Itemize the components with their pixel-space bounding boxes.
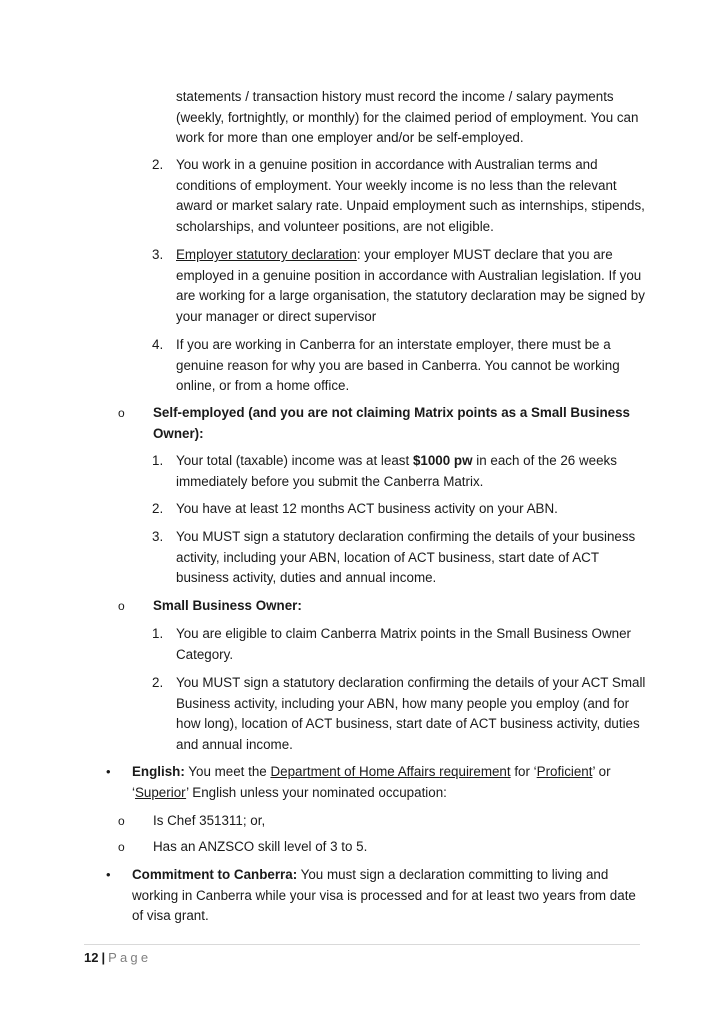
item-number: 1. [152, 626, 164, 641]
item-text: You have at least 12 months ACT business activity on your ABN. [176, 501, 558, 516]
item-number: 4. [152, 337, 164, 352]
commitment-label: Commitment to Canberra: [132, 867, 298, 882]
item-text: Has an ANZSCO skill level of 3 to 5. [153, 839, 368, 854]
proficient-link[interactable]: Proficient [536, 764, 593, 779]
item-number: 2. [152, 501, 164, 516]
item-text: Is Chef 351311; or, [153, 813, 266, 828]
item-text: You work in a genuine position in accordance with Australian terms and conditions of employment. Your weekly income is no less than the relevant award or market salary rate. Unpaid employment such as internships, stipends, scholarships, and volunteer positions, are not eligible. [176, 157, 645, 234]
heading-text: Small Business Owner: [153, 598, 302, 613]
item-number: 1. [152, 453, 164, 468]
item-text: Your total (taxable) income was at least $1000 pw in each of the 26 weeks immediately before you submit the Canberra Matrix. [176, 453, 617, 489]
bullet-icon: • [106, 764, 111, 779]
footer-divider [84, 944, 640, 945]
heading-text: Self-employed (and you are not claiming Matrix points as a Small Business Owner): [153, 405, 630, 441]
home-affairs-requirement-link[interactable]: Department of Home Affairs requirement [270, 764, 511, 779]
item-text: You MUST sign a statutory declaration confirming the details of your business activity, including your ABN, location of ACT business, start date of ACT business activity, duties and annual income. [176, 529, 636, 585]
item-number: 2. [152, 675, 164, 690]
page-footer [84, 948, 151, 969]
superior-link[interactable]: Superior [134, 784, 187, 800]
commitment-text: Commitment to Canberra: You must sign a declaration committing to living and working in Canberra while your visa is processed and for at least two years from date of visa grant. [132, 867, 636, 923]
bullet-icon: • [106, 867, 111, 882]
item-text: You are eligible to claim Canberra Matrix points in the Small Business Owner Category. [176, 626, 631, 662]
item-text: If you are working in Canberra for an interstate employer, there must be a genuine reason for why you are based in Canberra. You cannot be working online, or from a home office. [176, 337, 620, 393]
english-text: English: You meet the Department of Home Affairs requirement for ‘Proficient’ or ‘Superior’ English unless your nominated occupation: [132, 764, 611, 800]
page-label: Page [108, 950, 152, 965]
circle-bullet-icon: o [118, 840, 125, 854]
circle-bullet-icon: o [118, 599, 125, 613]
circle-bullet-icon: o [118, 814, 125, 828]
circle-bullet-icon: o [118, 406, 125, 420]
item-number: 2. [152, 157, 164, 172]
footer-separator: | [101, 950, 106, 965]
employer-statutory-declaration-link[interactable]: Employer statutory declaration [176, 247, 357, 262]
item-number: 3. [152, 247, 164, 262]
income-threshold: $1000 pw [412, 453, 473, 468]
item-text: You MUST sign a statutory declaration confirming the details of your ACT Small Business activity, including your ABN, how many people you employ (and for how long), location of ACT business, start date of ACT business activity, duties and annual income. [176, 675, 646, 752]
english-label: English: [132, 764, 185, 779]
intro-continuation: statements / transaction history must record the income / salary payments (weekly, fortnightly, or monthly) for the claimed period of employment. You can work for more than one employer and/or be self-employed. [176, 89, 639, 145]
item-text: Employer statutory declaration: your employer MUST declare that you are employed in a genuine position in accordance with Australian legislation. If you are working for a large organisation, the statutory declaration may be signed by your manager or direct supervisor [176, 247, 645, 324]
page-number: 12 [84, 950, 99, 965]
item-number: 3. [152, 529, 164, 544]
